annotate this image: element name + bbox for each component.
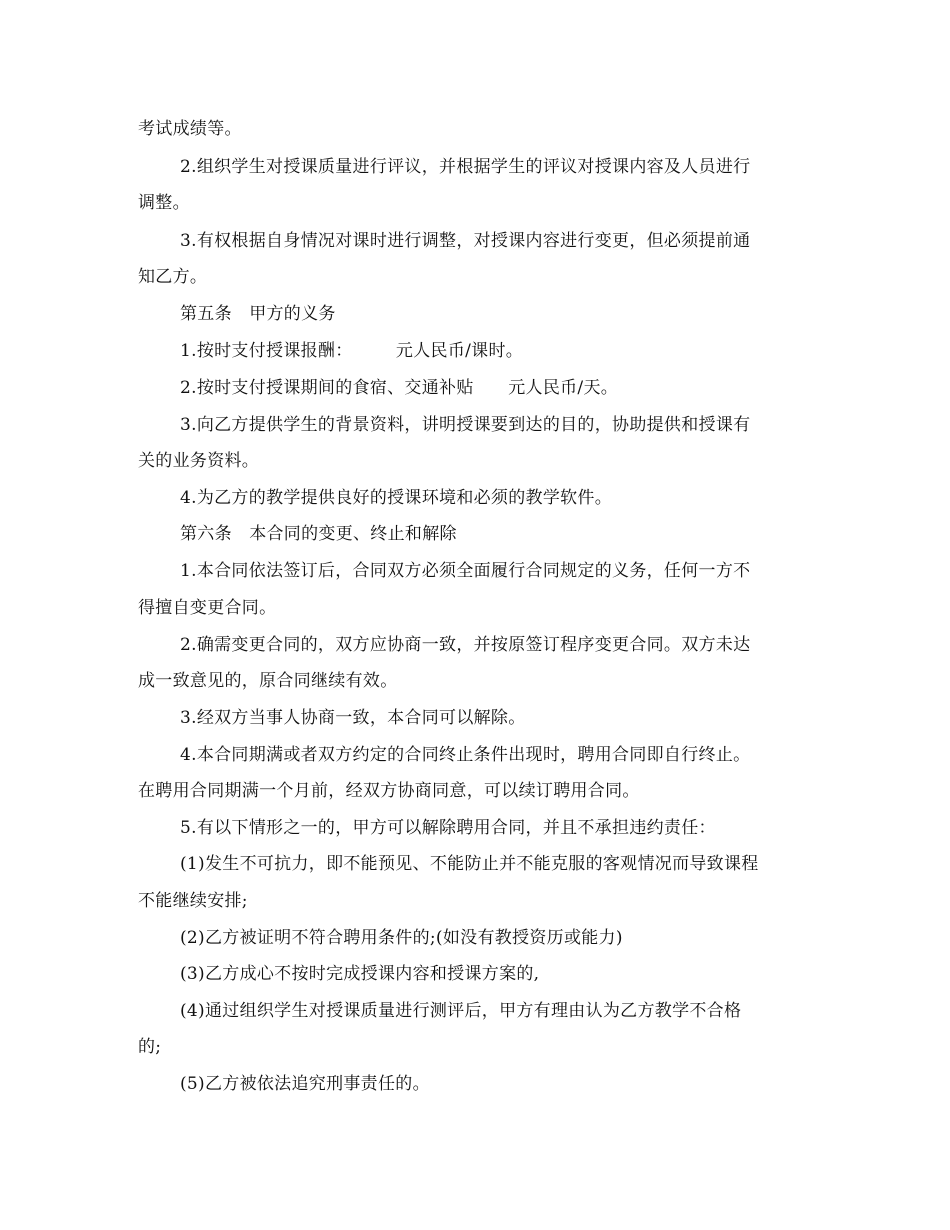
paragraph-continuation: 成一致意见的，原合同继续有效。 — [138, 671, 398, 691]
paragraph-continuation: 考试成绩等。 — [138, 119, 242, 139]
article-5-heading: 第五条 甲方的义务 — [180, 304, 336, 324]
sub-item-5: (5)乙方被依法追究刑事责任的。 — [180, 1074, 430, 1094]
article-5-item-2: 2.按时支付授课期间的食宿、交通补贴 元人民币/天。 — [180, 378, 619, 398]
article-5-item-3: 3.向乙方提供学生的背景资料，讲明授课要到达的目的，协助提供和授课有 — [180, 415, 751, 435]
article-6-item-2: 2.确需变更合同的，双方应协商一致，并按原签订程序变更合同。双方未达 — [180, 635, 751, 655]
clause-3-rights: 3.有权根据自身情况对课时进行调整，对授课内容进行变更，但必须提前通 — [180, 231, 751, 251]
article-5-item-4: 4.为乙方的教学提供良好的授课环境和必须的教学软件。 — [180, 488, 613, 508]
article-6-item-3: 3.经双方当事人协商一致，本合同可以解除。 — [180, 708, 526, 728]
sub-item-3: (3)乙方成心不按时完成授课内容和授课方案的, — [180, 964, 540, 984]
paragraph-continuation: 调整。 — [138, 193, 190, 213]
paragraph-continuation: 关的业务资料。 — [138, 451, 260, 471]
article-6-heading: 第六条 本合同的变更、终止和解除 — [180, 524, 457, 544]
paragraph-continuation: 得擅自变更合同。 — [138, 598, 277, 618]
article-6-item-5: 5.有以下情形之一的，甲方可以解除聘用合同，并且不承担违约责任： — [180, 818, 716, 838]
clause-2-rights: 2.组织学生对授课质量进行评议，并根据学生的评议对授课内容及人员进行 — [180, 157, 751, 177]
article-5-item-1: 1.按时支付授课报酬： 元人民币/课时。 — [180, 341, 524, 361]
sub-item-4: (4)通过组织学生对授课质量进行测评后，甲方有理由认为乙方教学不合格 — [180, 1001, 742, 1021]
sub-item-1: (1)发生不可抗力，即不能预见、不能防止并不能克服的客观情况而导致课程 — [180, 854, 759, 874]
paragraph-continuation: 在聘用合同期满一个月前，经双方协商同意，可以续订聘用合同。 — [138, 781, 640, 801]
article-6-item-1: 1.本合同依法签订后，合同双方必须全面履行合同规定的义务，任何一方不 — [180, 561, 751, 581]
paragraph-continuation: 不能继续安排; — [138, 891, 248, 911]
sub-item-2: (2)乙方被证明不符合聘用条件的;(如没有教授资历或能力) — [180, 928, 623, 948]
paragraph-continuation: 知乙方。 — [138, 267, 208, 287]
paragraph-continuation: 的; — [138, 1037, 162, 1057]
article-6-item-4: 4.本合同期满或者双方约定的合同终止条件出现时，聘用合同即自行终止。 — [180, 745, 751, 765]
